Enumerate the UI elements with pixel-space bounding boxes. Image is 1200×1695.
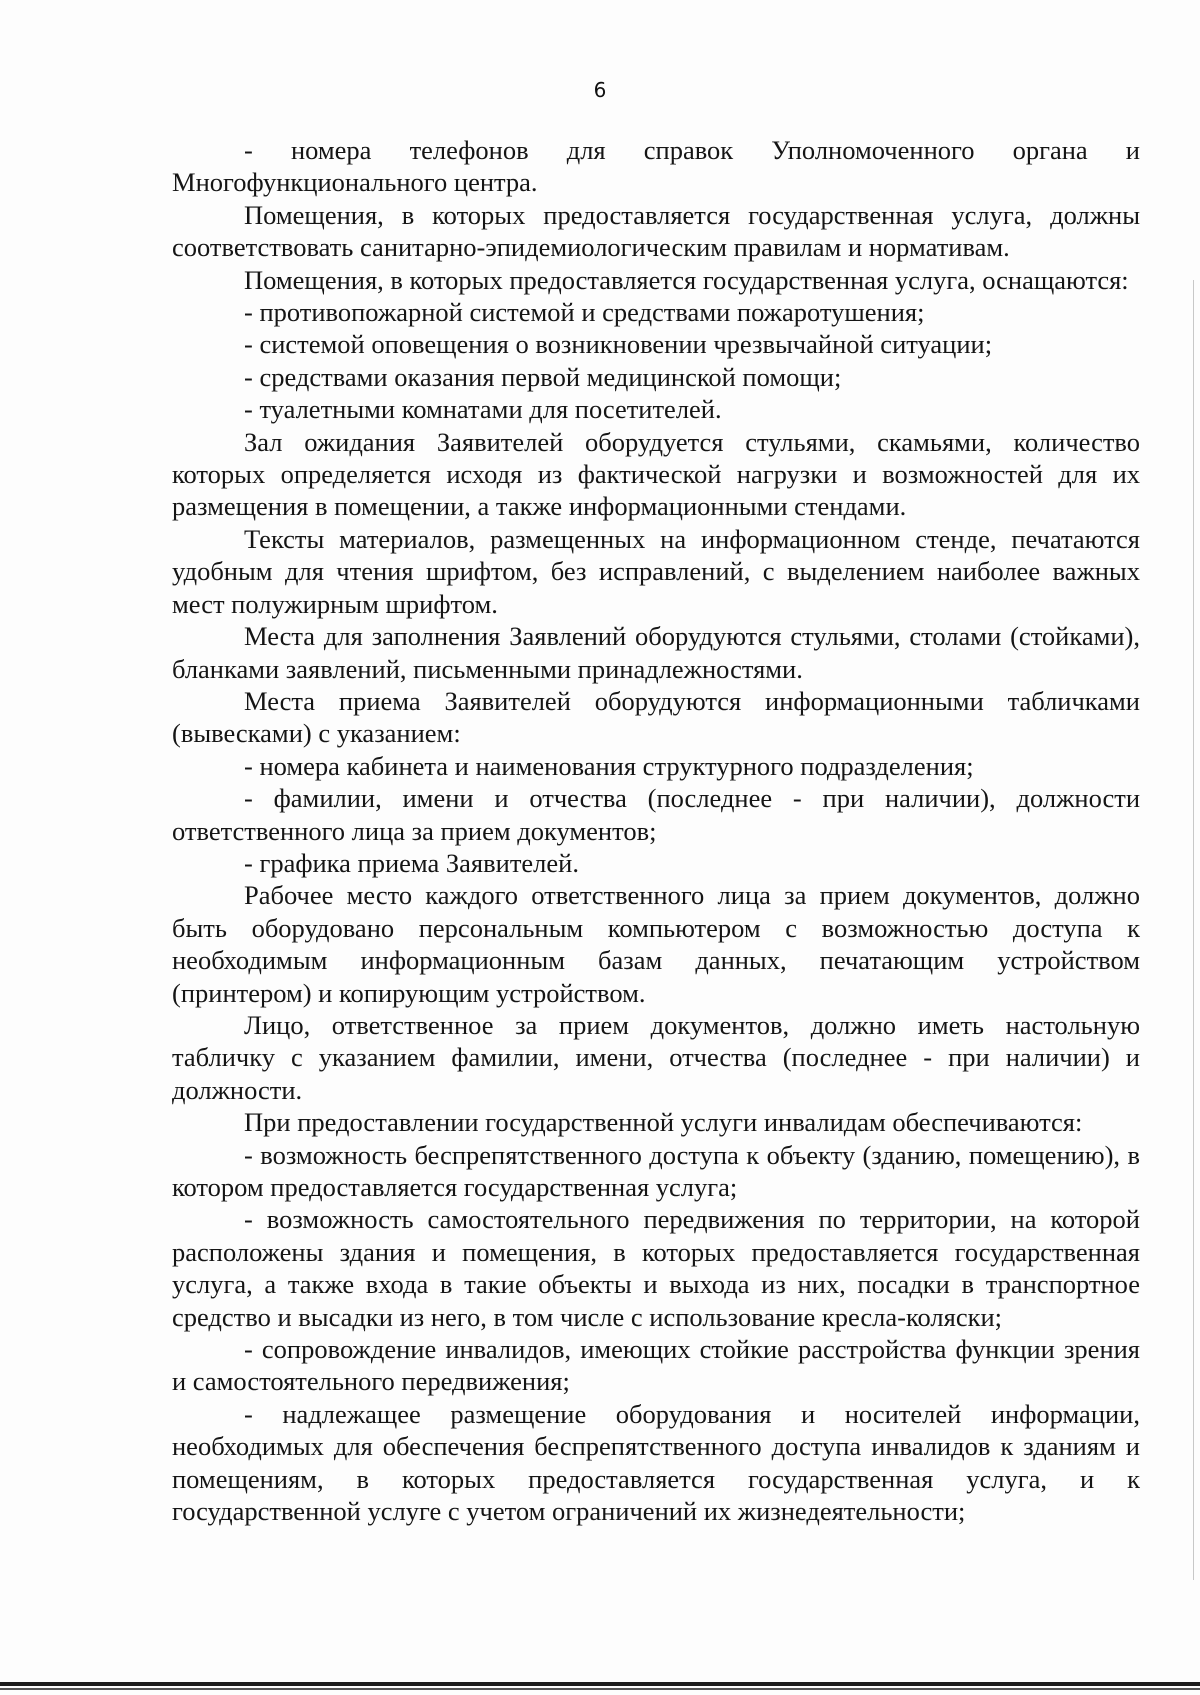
list-item: - номера кабинета и наименования структурного подразделения; — [244, 750, 974, 781]
paragraph: При предоставлении государственной услуги инвалидам обеспечиваются: — [244, 1107, 1083, 1138]
paragraph: Зал ожидания Заявителей оборудуется стульями, скамьями, количество которых определяется исходя из фактической нагрузки и возможностей для их размещения в помещении, а также информационными стендами. — [172, 426, 1140, 522]
scan-bottom-border — [0, 1682, 1200, 1686]
scan-bottom-border-shadow — [0, 1688, 1200, 1690]
scan-edge-line — [1193, 280, 1194, 1580]
list-item: - средствами оказания первой медицинской помощи; — [244, 361, 842, 392]
paragraph: Помещения, в которых предоставляется государственная услуга, оснащаются: — [244, 264, 1129, 295]
paragraph: Места приема Заявителей оборудуются информационными табличками (вывесками) с указанием: — [172, 685, 1140, 749]
paragraph: Помещения, в которых предоставляется государственная услуга, должны соответствовать санитарно-эпидемиологическим правилам и нормативам. — [172, 199, 1140, 263]
paragraph: - номера телефонов для справок Уполномоченного органа и Многофункционального центра. — [172, 135, 1140, 198]
list-item: - возможность беспрепятственного доступа к объекту (зданию, помещению), в котором предоставляется государственная услуга; — [172, 1139, 1140, 1202]
list-item: - надлежащее размещение оборудования и носителей информации, необходимых для обеспечения беспрепятственного доступа инвалидов к зданиям и помещениям, в которых предоставляется государственная услуга, и к государственной услуге с учетом ограничений их жизнедеятельности; — [172, 1398, 1140, 1527]
list-item: - сопровождение инвалидов, имеющих стойкие расстройства функции зрения и самостоятельного передвижения; — [172, 1334, 1140, 1397]
paragraph: Лицо, ответственное за прием документов, должно иметь настольную табличку с указанием фамилии, имени, отчества (последнее - при наличии) и должности. — [172, 1009, 1140, 1105]
document-body — [172, 134, 1140, 1527]
list-item: - системой оповещения о возникновении чрезвычайной ситуации; — [244, 329, 993, 360]
list-item: - туалетными комнатами для посетителей. — [244, 394, 722, 425]
list-item: - графика приема Заявителей. — [244, 847, 579, 878]
page-number: 6 — [593, 78, 607, 102]
list-item: - противопожарной системой и средствами пожаротушения; — [244, 297, 925, 328]
paragraph: Тексты материалов, размещенных на информационном стенде, печатаются удобным для чтения шрифтом, без исправлений, с выделением наиболее важных мест полужирным шрифтом. — [172, 523, 1140, 619]
paragraph: Места для заполнения Заявлений оборудуются стульями, столами (стойками), бланками заявлений, письменными принадлежностями. — [172, 621, 1140, 684]
paragraph: Рабочее место каждого ответственного лица за прием документов, должно быть оборудовано персональным компьютером с возможностью доступа к необходимым информационным базам данных, печатающим устройством (принтером) и копирующим устройством. — [172, 880, 1140, 1008]
list-item: - возможность самостоятельного передвижения по территории, на которой расположены здания и помещения, в которых предоставляется государственная услуга, а также входа в такие объекты и выхода из них, посадки в транспортное средство и высадки из него, в том числе с использование кресла-коляски; — [172, 1204, 1140, 1332]
list-item: - фамилии, имени и отчества (последнее - при наличии), должности ответственного лица за прием документов; — [172, 783, 1140, 846]
